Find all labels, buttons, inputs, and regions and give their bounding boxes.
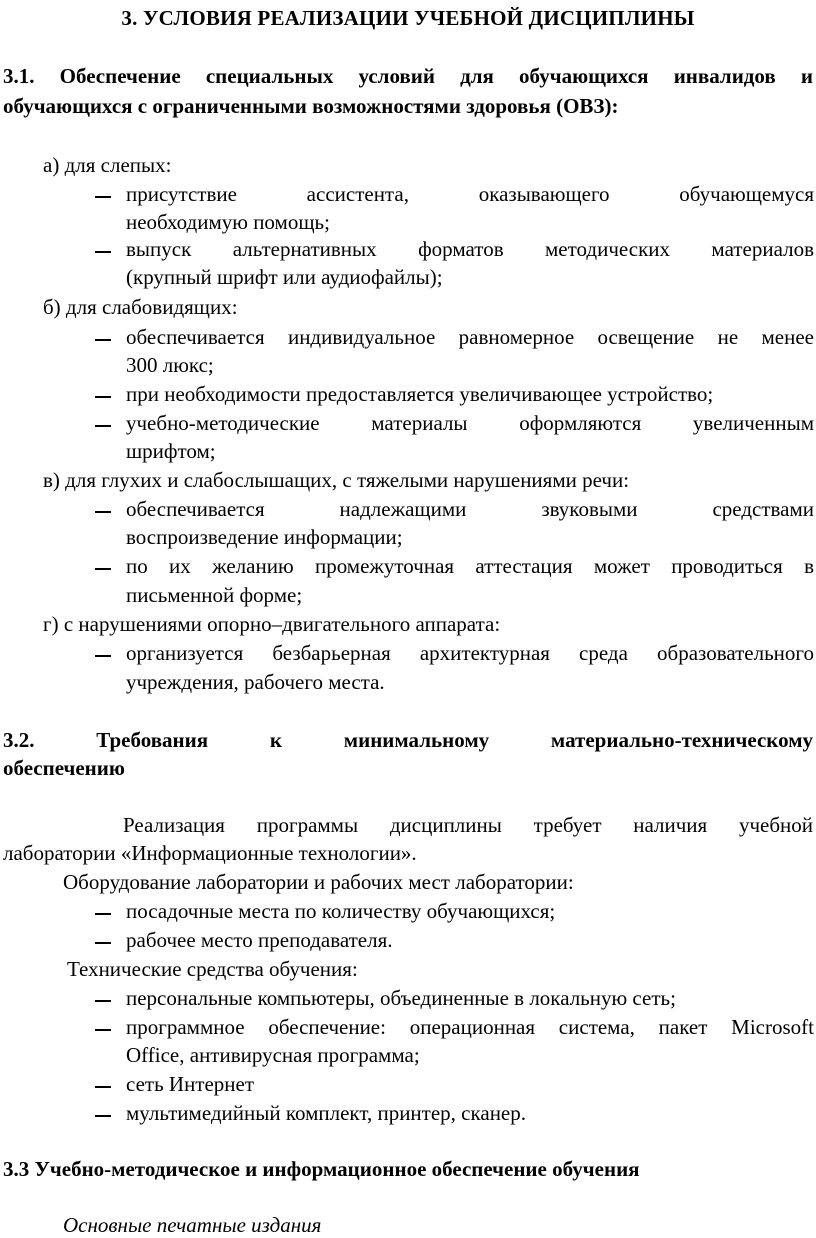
bullet-dash [95, 196, 111, 198]
list-item-c2-line1: по их желанию промежуточная аттестация может проводиться в [126, 554, 814, 578]
paragraph-line2: лаборатории «Информационные технологии». [3, 841, 417, 865]
list-item-b2: при необходимости предоставляется увеличивающее устройство; [126, 382, 714, 406]
list-item-c1-line2: воспроизведение информации; [126, 525, 403, 549]
bullet-dash [95, 942, 111, 944]
list-item-a2-line2: (крупный шрифт или аудиофайлы); [126, 265, 443, 289]
list-item-d1-line1: организуется безбарьерная архитектурная среда образовательного [126, 641, 814, 665]
heading-3-2-line2: обеспечению [3, 756, 125, 780]
bullet-dash [95, 339, 111, 341]
heading-3-1-line1: 3.1. Обеспечение специальных условий для обучающихся инвалидов и [3, 64, 813, 88]
tech-label: Технические средства обучения: [67, 957, 358, 981]
list-item-d1-line2: учреждения, рабочего места. [126, 670, 385, 694]
subheading-printed-editions: Основные печатные издания [63, 1213, 322, 1237]
list-label-c: в) для глухих и слабослышащих, с тяжелыми нарушениями речи: [43, 468, 630, 492]
bullet-dash [95, 425, 111, 427]
heading-3-2-line1: 3.2. Требования к минимальному материально-техническому [3, 728, 813, 752]
list-item-a2-line1: выпуск альтернативных форматов методических материалов [126, 237, 814, 261]
equipment-item-1: посадочные места по количеству обучающихся; [126, 899, 556, 923]
list-label-a: а) для слепых: [43, 153, 172, 177]
bullet-dash [95, 511, 111, 513]
bullet-dash [95, 1029, 111, 1031]
list-item-c2-line2: письменной форме; [126, 583, 303, 607]
list-item-b1-line1: обеспечивается индивидуальное равномерное освещение не менее [126, 325, 814, 349]
list-item-a1-line2: необходимую помощь; [126, 210, 330, 234]
equipment-label: Оборудование лаборатории и рабочих мест лаборатории: [63, 870, 574, 894]
bullet-dash [95, 568, 111, 570]
bullet-dash [95, 1000, 111, 1002]
bullet-dash [95, 913, 111, 915]
list-label-d: г) с нарушениями опорно–двигательного аппарата: [43, 612, 501, 636]
list-item-a1-line1: присутствие ассистента, оказывающего обучающемуся [126, 182, 814, 206]
list-item-b3-line2: шрифтом; [126, 439, 216, 463]
bullet-dash [95, 396, 111, 398]
tech-item-3: сеть Интернет [126, 1072, 255, 1096]
heading-3-1-line2: обучающихся с ограниченными возможностями здоровья (ОВЗ): [3, 94, 619, 118]
section-title: 3. УСЛОВИЯ РЕАЛИЗАЦИИ УЧЕБНОЙ ДИСЦИПЛИНЫ [121, 6, 695, 30]
list-item-b3-line1: учебно-методические материалы оформляются увеличенным [126, 411, 814, 435]
bullet-dash [95, 655, 111, 657]
tech-item-2-line2: Office, антивирусная программа; [126, 1043, 420, 1067]
bullet-dash [95, 1086, 111, 1088]
list-item-c1-line1: обеспечивается надлежащими звуковыми средствами [126, 497, 814, 521]
bullet-dash [95, 251, 111, 253]
list-label-b: б) для слабовидящих: [43, 295, 238, 319]
heading-3-3: 3.3 Учебно-методическое и информационное обеспечение обучения [3, 1157, 640, 1181]
bullet-dash [95, 1115, 111, 1117]
tech-item-2-line1: программное обеспечение: операционная система, пакет Microsoft [126, 1015, 814, 1039]
list-item-b1-line2: 300 люкс; [126, 353, 214, 377]
tech-item-4: мультимедийный комплект, принтер, сканер. [126, 1101, 527, 1125]
tech-item-1: персональные компьютеры, объединенные в локальную сеть; [126, 986, 676, 1010]
paragraph-line1: Реализация программы дисциплины требует наличия учебной [123, 813, 813, 837]
equipment-item-2: рабочее место преподавателя. [126, 928, 393, 952]
